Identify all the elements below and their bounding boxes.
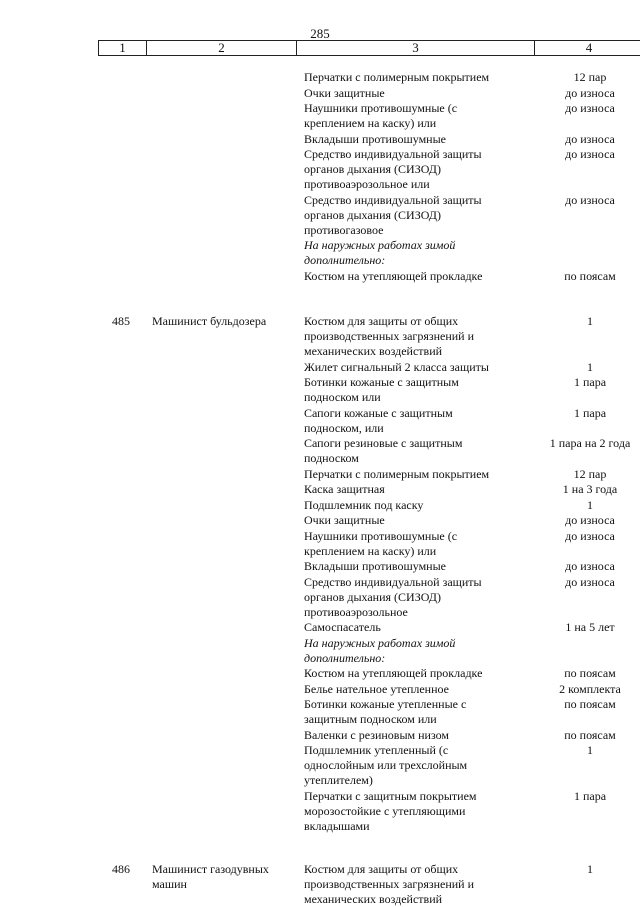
ppe-item-norm: 1 bbox=[540, 862, 640, 877]
ppe-item-name: Ботинки кожаные утепленные с защитным подноском или bbox=[304, 697, 509, 727]
ppe-item-norm: до износа bbox=[540, 193, 640, 208]
ppe-item-name: Самоспасатель bbox=[304, 620, 509, 635]
section-note: На наружных работах зимой дополнительно: bbox=[304, 636, 509, 666]
ppe-item-name: Сапоги резиновые с защитным подноском bbox=[304, 436, 509, 466]
ppe-item-norm: до износа bbox=[540, 513, 640, 528]
ppe-item-norm: по поясам bbox=[540, 728, 640, 743]
ppe-item-norm: до износа bbox=[540, 132, 640, 147]
ppe-item-norm: 1 пара bbox=[540, 375, 640, 390]
ppe-item-norm: до износа bbox=[540, 101, 640, 116]
ppe-item-name: Белье нательное утепленное bbox=[304, 682, 509, 697]
ppe-item-name: Средство индивидуальной защиты органов дыхания (СИЗОД) противоаэрозольное или bbox=[304, 147, 509, 192]
ppe-item-name: Наушники противошумные (с креплением на каску) или bbox=[304, 529, 509, 559]
column-header-3: 3 bbox=[297, 41, 535, 56]
ppe-item-name: Костюм для защиты от общих производственных загрязнений и механических воздействий bbox=[304, 862, 509, 907]
ppe-item-norm: 12 пар bbox=[540, 70, 640, 85]
row-number: 485 bbox=[112, 314, 142, 329]
ppe-item-norm: 1 пара bbox=[540, 789, 640, 804]
ppe-item-norm: 12 пар bbox=[540, 467, 640, 482]
ppe-item-norm: 1 на 3 года bbox=[540, 482, 640, 497]
ppe-item-name: Вкладыши противошумные bbox=[304, 132, 509, 147]
page-number: 285 bbox=[0, 26, 640, 42]
ppe-item-norm: 1 bbox=[540, 360, 640, 375]
ppe-item-name: Вкладыши противошумные bbox=[304, 559, 509, 574]
ppe-item-norm: 1 на 5 лет bbox=[540, 620, 640, 635]
ppe-item-norm: 2 комплекта bbox=[540, 682, 640, 697]
ppe-item-name: Костюм на утепляющей прокладке bbox=[304, 269, 509, 284]
ppe-item-norm: по поясам bbox=[540, 269, 640, 284]
ppe-item-name: Средство индивидуальной защиты органов дыхания (СИЗОД) противоаэрозольное bbox=[304, 575, 509, 620]
column-header-1: 1 bbox=[99, 41, 147, 56]
ppe-item-name: Очки защитные bbox=[304, 513, 509, 528]
ppe-item-norm: 1 bbox=[540, 743, 640, 758]
column-header-2: 2 bbox=[147, 41, 297, 56]
ppe-item-norm: 1 bbox=[540, 498, 640, 513]
ppe-item-name: Костюм на утепляющей прокладке bbox=[304, 666, 509, 681]
column-header-table bbox=[98, 40, 640, 56]
ppe-item-norm: до износа bbox=[540, 529, 640, 544]
ppe-item-norm: до износа bbox=[540, 559, 640, 574]
profession-name: Машинист газодувных машин bbox=[152, 862, 292, 892]
ppe-item-norm: по поясам bbox=[540, 666, 640, 681]
ppe-item-norm: 1 пара на 2 года bbox=[540, 436, 640, 451]
ppe-item-name: Сапоги кожаные с защитным подноском, или bbox=[304, 406, 509, 436]
section-note: На наружных работах зимой дополнительно: bbox=[304, 238, 509, 268]
ppe-item-name: Перчатки с полимерным покрытием bbox=[304, 70, 509, 85]
ppe-item-name: Ботинки кожаные с защитным подноском или bbox=[304, 375, 509, 405]
ppe-item-name: Подшлемник под каску bbox=[304, 498, 509, 513]
row-number: 486 bbox=[112, 862, 142, 877]
ppe-item-name: Перчатки с защитным покрытием морозостойкие с утепляющими вкладышами bbox=[304, 789, 509, 834]
ppe-item-norm: до износа bbox=[540, 86, 640, 101]
ppe-item-norm: до износа bbox=[540, 147, 640, 162]
profession-name: Машинист бульдозера bbox=[152, 314, 292, 329]
ppe-item-name: Жилет сигнальный 2 класса защиты bbox=[304, 360, 509, 375]
ppe-item-name: Костюм для защиты от общих производственных загрязнений и механических воздействий bbox=[304, 314, 509, 359]
ppe-item-name: Средство индивидуальной защиты органов дыхания (СИЗОД) противогазовое bbox=[304, 193, 509, 238]
ppe-item-name: Перчатки с полимерным покрытием bbox=[304, 467, 509, 482]
ppe-item-norm: 1 bbox=[540, 314, 640, 329]
ppe-item-norm: по поясам bbox=[540, 697, 640, 712]
ppe-item-name: Каска защитная bbox=[304, 482, 509, 497]
column-header-row bbox=[99, 41, 640, 56]
ppe-item-name: Очки защитные bbox=[304, 86, 509, 101]
ppe-item-norm: 1 пара bbox=[540, 406, 640, 421]
ppe-item-norm: до износа bbox=[540, 575, 640, 590]
ppe-item-name: Валенки с резиновым низом bbox=[304, 728, 509, 743]
column-header-4: 4 bbox=[535, 41, 640, 56]
ppe-item-name: Подшлемник утепленный (с однослойным или трехслойным утеплителем) bbox=[304, 743, 509, 788]
ppe-item-name: Наушники противошумные (с креплением на каску) или bbox=[304, 101, 509, 131]
